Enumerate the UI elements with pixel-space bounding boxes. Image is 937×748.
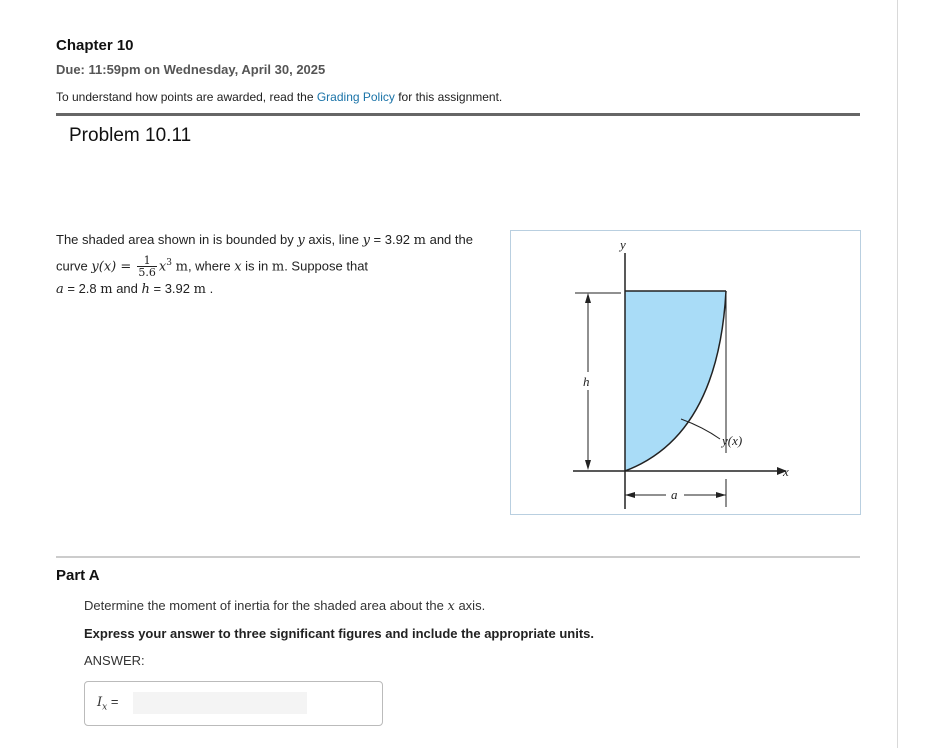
y-axis-label: y [620, 237, 626, 252]
figure-drawing [511, 231, 860, 514]
problem-statement: The shaded area shown in is bounded by y axis, line y = 3.92 m and the curve y(x) = $\frac{1}{5.6}$ $x^3$ m, where x is in m. Suppose that a = 2.8 m and h = 3.92 m . [56, 232, 473, 298]
part-a-instruction: Express your answer to three significant figures and include the appropriate units. [84, 626, 594, 641]
grading-policy-link[interactable]: Grading Policy [316, 90, 395, 104]
answer-box [84, 681, 383, 726]
chapter-title: Chapter 10 [56, 37, 134, 54]
part-a-title: Part A [56, 567, 100, 584]
problem-divider [56, 113, 860, 116]
shaded-area [625, 291, 726, 471]
part-divider [56, 556, 860, 558]
x-axis-label: x [783, 464, 789, 479]
problem-figure [510, 230, 861, 515]
a-label: a [671, 487, 678, 502]
fraction: $\frac{1}{5.6}$ [138, 254, 156, 280]
answer-variable: $I_x$ = [97, 694, 119, 713]
problem-title: Problem 10.11 [69, 125, 192, 146]
part-a-question: Determine the moment of inertia for the shaded area about the x axis. [84, 598, 486, 614]
due-date: Due: 11:59pm on Wednesday, April 30, 2025 [56, 62, 326, 77]
answer-label: ANSWER: [84, 653, 145, 668]
curve-label: y(x) [722, 433, 743, 448]
answer-input[interactable] [133, 692, 307, 714]
grading-policy-line: To understand how points are awarded, read the Grading Policy for this assignment. [56, 90, 503, 104]
page-right-border [897, 0, 898, 748]
h-label: h [583, 374, 590, 389]
